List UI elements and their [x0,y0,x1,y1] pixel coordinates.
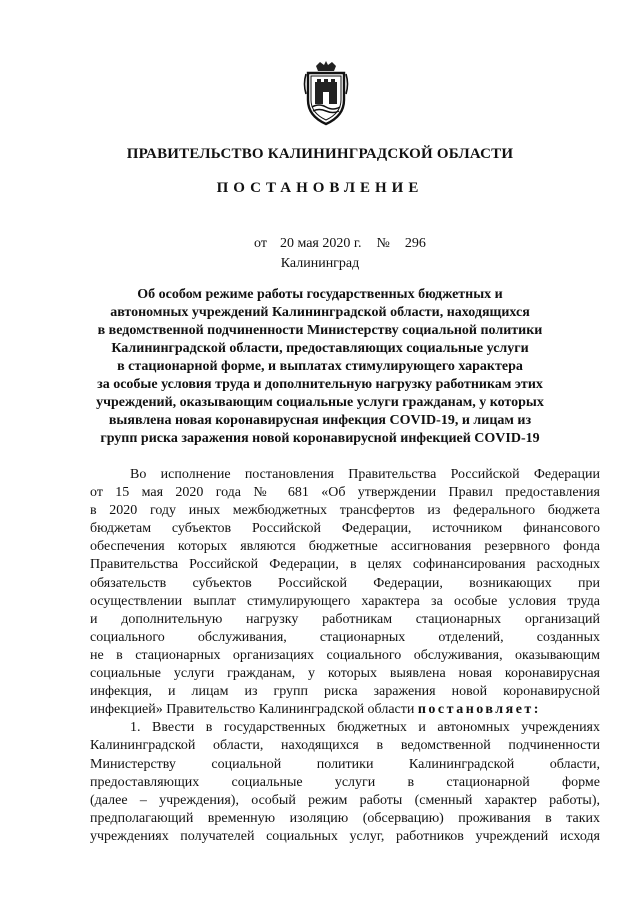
body-line: осуществлении выплат стимулирующего характера за особые условия труда [90,593,600,609]
body-line: инфекция, и лицам из групп риска заражения новой коронавирусной [90,684,600,700]
document-number: 296 [404,236,426,251]
title-line: автономных учреждений Калининградской области, находящихся [110,305,530,320]
title-line: за особые условия труда и дополнительную нагрузку работникам этих [97,377,543,392]
document-date: 20 мая 2020 г. [279,236,362,251]
body-line-resolves [90,701,600,719]
resolves-word: постановляет: [417,702,541,718]
document-title [80,286,560,448]
date-prefix: от [254,236,267,251]
body-line: в 2020 году иных межбюджетных трансфертов из федерального бюджета [90,503,600,519]
body-line: (далее – учреждения), особый режим работы (сменный характер работы), [90,792,600,808]
body-line: социального обслуживания, стационарных отделений, созданных [90,629,600,645]
city: Калининград [280,256,360,271]
body-line: Министерству социальной политики Калининградской области, [90,756,600,772]
document-type: ПОСТАНОВЛЕНИЕ [216,180,424,196]
title-line: Об особом режиме работы государственных бюджетных и [137,287,503,302]
body-line: Во исполнение постановления Правительства Российской Федерации [130,467,600,482]
date-number-line [254,236,426,252]
body-line: бюджетам субъектов Российской Федерации, источником финансового [90,521,600,537]
body-line: обеспечения которых являются бюджетные ассигнования резервного фонда [90,539,600,555]
title-line: в стационарной форме, и выплатах стимулирующего характера [117,359,523,374]
body-line: учреждениях получателей социальных услуг, работников учреждений исходя [90,828,600,844]
body-line: социальные услуги гражданам, у которых выявлена новая коронавирусная [90,666,600,682]
resolution-lead-text: инфекцией» Правительство Калининградской области [90,702,415,718]
title-line: учреждений, оказывающим социальные услуги гражданам, у которых [96,395,544,410]
body-line: обязательств субъектов Российской Федерации, возникающих при [90,575,600,591]
title-line: в ведомственной подчиненности Министерству социальной политики [97,323,543,338]
document-body [90,466,600,846]
body-line: предполагающий временную изоляцию (обсервацию) проживания в таких [90,810,600,826]
body-line: Правительства Российской Федерации, в целях софинансирования расходных [90,557,600,573]
title-line: групп риска заражения новой коронавирусной инфекцией COVID-19 [100,431,540,446]
title-line: выявлена новая коронавирусная инфекция COVID-19, и лицам из [108,413,532,428]
body-line: и дополнительную нагрузку работникам стационарных организаций [90,611,600,627]
body-line: 1. Ввести в государственных бюджетных и автономных учреждениях [130,720,600,736]
number-sign: № [376,236,390,251]
body-line: от 15 мая 2020 года № 681 «Об утверждении Правил предоставления [90,485,600,501]
body-line: не в стационарных организациях социального обслуживания, оказывающим [90,647,600,663]
title-line: Калининградской области, предоставляющих социальные услуги [111,341,529,356]
body-line: Калининградской области, находящихся в ведомственной подчиненности [90,738,600,754]
organization-name: ПРАВИТЕЛЬСТВО КАЛИНИНГРАДСКОЙ ОБЛАСТИ [126,146,514,162]
kaliningrad-coat-of-arms-icon [302,60,350,126]
body-line: предоставляющих социальные услуги в стационарной форме [90,774,600,790]
